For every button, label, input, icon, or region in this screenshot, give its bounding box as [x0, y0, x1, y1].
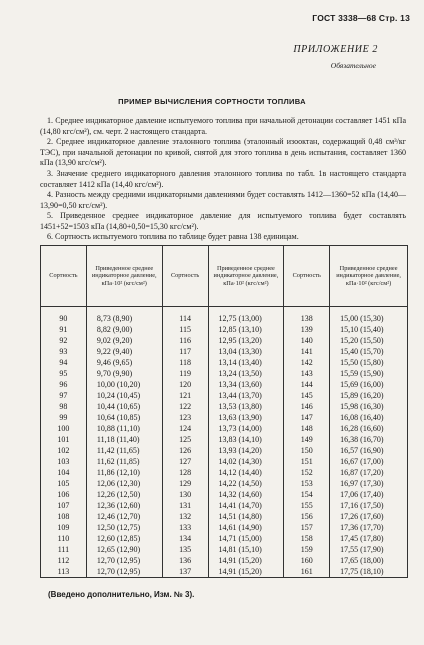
grade-cell: 100	[57, 424, 70, 433]
grade-cell: 96	[59, 380, 68, 389]
grade-cell: 161	[300, 567, 313, 576]
grade-cell: 138	[300, 314, 313, 323]
grade-cell: 145	[300, 391, 313, 400]
grade-cell: 148	[300, 424, 313, 433]
grade-cell: 152	[300, 468, 313, 477]
grade-column-1	[41, 307, 87, 578]
pressure-cell: 16,57 (16,90)	[340, 446, 384, 455]
pressure-cell: 16,97 (17,30)	[340, 479, 384, 488]
grade-cell: 142	[300, 358, 313, 367]
grade-cell: 101	[57, 435, 70, 444]
pressure-column-3	[330, 307, 408, 578]
grade-cell: 139	[300, 325, 313, 334]
pressure-cell: 12,06 (12,30)	[96, 479, 141, 488]
grade-cell: 140	[300, 336, 313, 345]
grade-cell: 102	[57, 446, 70, 455]
grade-cell: 149	[300, 435, 313, 444]
grade-cell: 112	[57, 556, 70, 565]
pressure-cell: 12,65 (12,90)	[96, 545, 141, 554]
pressure-cell: 11,42 (11,65)	[96, 446, 140, 455]
grade-cell: 137	[179, 567, 192, 576]
grade-cell: 95	[59, 369, 68, 378]
pressure-cell: 10,24 (10,45)	[96, 391, 141, 400]
header-grade-3: Сортность	[284, 246, 330, 307]
grade-cell: 129	[179, 479, 192, 488]
pressure-cell: 17,06 (17,40)	[340, 490, 384, 499]
pressure-cell: 8,73 (8,90)	[96, 314, 133, 323]
pressure-cell: 14,51 (14,80)	[218, 512, 262, 521]
grade-cell: 133	[179, 523, 192, 532]
pressure-cell: 17,65 (18,00)	[340, 556, 384, 565]
pressure-cell: 15,59 (15,90)	[340, 369, 384, 378]
pressure-cell: 17,45 (17,80)	[340, 534, 384, 543]
grade-cell: 131	[179, 501, 192, 510]
pressure-cell: 14,61 (14,90)	[218, 523, 262, 532]
grade-cell: 110	[57, 534, 70, 543]
grade-cell: 116	[179, 336, 191, 345]
header-grade-2: Сортность	[162, 246, 208, 307]
pressure-cell: 15,98 (16,30)	[340, 402, 384, 411]
grade-cell: 103	[57, 457, 70, 466]
grade-cell: 135	[179, 545, 192, 554]
pressure-cell: 17,75 (18,10)	[340, 567, 384, 576]
grade-cell: 109	[57, 523, 70, 532]
pressure-cell: 8,82 (9,00)	[96, 325, 133, 334]
grade-cell: 159	[300, 545, 313, 554]
pressure-cell: 10,88 (11,10)	[96, 424, 140, 433]
pressure-cell: 9,46 (9,65)	[96, 358, 133, 367]
pressure-cell: 17,36 (17,70)	[340, 523, 384, 532]
paragraph-6: 6. Сортность испытуемого топлива по таблице будет равна 138 единицам.	[47, 232, 299, 241]
pressure-cell: 13,14 (13,40)	[218, 358, 262, 367]
grade-cell: 160	[300, 556, 313, 565]
pressure-cell: 12,36 (12,60)	[96, 501, 141, 510]
paragraph-3: 3. Значение среднего индикаторного давления эталонного топлива по табл. 1в настоящего стандарта составляет 1412 кПа (14,40 кгс/см²).	[40, 169, 406, 189]
grade-cell: 141	[300, 347, 313, 356]
pressure-cell: 15,20 (15,50)	[340, 336, 384, 345]
pressure-cell: 15,89 (16,20)	[340, 391, 384, 400]
paragraph-5: 5. Приведенное среднее индикаторное давление для испытуемого топлива будет составлять 1451+52=1503 кПа (14,80+0,50=15,30 кгс/см²).	[40, 211, 406, 231]
grade-cell: 150	[300, 446, 313, 455]
pressure-cell: 13,24 (13,50)	[218, 369, 262, 378]
grade-column-2	[162, 307, 208, 578]
pressure-cell: 15,50 (15,80)	[340, 358, 384, 367]
pressure-cell: 15,00 (15,30)	[340, 314, 384, 323]
grade-table	[40, 245, 408, 578]
pressure-cell: 13,53 (13,80)	[218, 402, 262, 411]
page-header: ГОСТ 3338—68 Стр. 13	[312, 13, 410, 23]
pressure-cell: 13,93 (14,20)	[218, 446, 262, 455]
grade-cell: 99	[59, 413, 68, 422]
grade-cell: 93	[59, 347, 68, 356]
pressure-cell: 14,32 (14,60)	[218, 490, 262, 499]
pressure-cell: 9,22 (9,40)	[96, 347, 133, 356]
grade-cell: 97	[59, 391, 68, 400]
pressure-cell: 10,00 (10,20)	[96, 380, 141, 389]
grade-cell: 107	[57, 501, 70, 510]
grade-cell: 156	[300, 512, 313, 521]
pressure-cell: 12,60 (12,85)	[96, 534, 141, 543]
pressure-cell: 15,69 (16,00)	[340, 380, 384, 389]
pressure-cell: 14,12 (14,40)	[218, 468, 262, 477]
paragraph-2: 2. Среднее индикаторное давление эталонного топлива (эталонный изооктан, содержащий 0,48 см³/кг ТЭС), при начальной детонации по кривой, снятой для этого топлива в день испытания, составляет 1360 кПа (13,90 кгс/см²).	[40, 137, 406, 168]
pressure-cell: 14,91 (15,20)	[218, 567, 262, 576]
grade-cell: 104	[57, 468, 70, 477]
pressure-cell: 12,50 (12,75)	[96, 523, 141, 532]
pressure-cell: 16,08 (16,40)	[340, 413, 384, 422]
pressure-cell: 13,34 (13,60)	[218, 380, 262, 389]
grade-cell: 128	[179, 468, 192, 477]
pressure-cell: 14,91 (15,20)	[218, 556, 262, 565]
pressure-cell: 10,64 (10,85)	[96, 413, 141, 422]
pressure-cell: 12,95 (13,20)	[218, 336, 262, 345]
grade-cell: 134	[179, 534, 192, 543]
pressure-cell: 13,83 (14,10)	[218, 435, 262, 444]
pressure-cell: 12,70 (12,95)	[96, 556, 141, 565]
pressure-cell: 15,40 (15,70)	[340, 347, 384, 356]
pressure-cell: 13,63 (13,90)	[218, 413, 262, 422]
pressure-cell: 11,18 (11,40)	[96, 435, 140, 444]
paragraph-4: 4. Разность между средними индикаторными давлениями будет составлять 1412—1360=52 кПа (14,40—13,90=0,50 кгс/см²).	[40, 190, 406, 210]
grade-cell: 121	[179, 391, 192, 400]
grade-cell: 144	[300, 380, 313, 389]
pressure-cell: 9,02 (9,20)	[96, 336, 133, 345]
grade-cell: 120	[179, 380, 192, 389]
grade-cell: 115	[179, 325, 191, 334]
pressure-cell: 16,87 (17,20)	[340, 468, 384, 477]
footnote: (Введено дополнительно, Изм. № 3).	[48, 590, 195, 599]
grade-cell: 122	[179, 402, 192, 411]
header-pressure-3: Приведенное среднее индикаторное давление, кПа·10² (кгс/см²)	[330, 246, 408, 307]
pressure-cell: 10,44 (10,65)	[96, 402, 141, 411]
grade-cell: 151	[300, 457, 313, 466]
pressure-cell: 17,26 (17,60)	[340, 512, 384, 521]
pressure-cell: 9,70 (9,90)	[96, 369, 133, 378]
grade-cell: 126	[179, 446, 192, 455]
grade-cell: 132	[179, 512, 192, 521]
grade-cell: 143	[300, 369, 313, 378]
appendix-title: ПРИЛОЖЕНИЕ 2	[293, 44, 378, 55]
grade-cell: 153	[300, 479, 313, 488]
grade-cell: 98	[59, 402, 68, 411]
pressure-cell: 13,73 (14,00)	[218, 424, 262, 433]
grade-cell: 114	[179, 314, 191, 323]
grade-cell: 154	[300, 490, 313, 499]
grade-cell: 108	[57, 512, 70, 521]
grade-cell: 146	[300, 402, 313, 411]
pressure-cell: 16,28 (16,60)	[340, 424, 384, 433]
grade-cell: 106	[57, 490, 70, 499]
paragraph-1: 1. Среднее индикаторное давление испытуемого топлива при начальной детонации составляет 1451 кПа (14,80 кгс/см²), см. черт. 2 настоящего стандарта.	[40, 116, 406, 136]
grade-cell: 118	[179, 358, 191, 367]
grade-cell: 91	[59, 325, 68, 334]
section-title: ПРИМЕР ВЫЧИСЛЕНИЯ СОРТНОСТИ ТОПЛИВА	[118, 97, 306, 106]
header-pressure-1: Приведенное среднее индикаторное давление, кПа·10² (кгс/см²)	[86, 246, 162, 307]
grade-cell: 105	[57, 479, 70, 488]
pressure-cell: 11,86 (12,10)	[96, 468, 140, 477]
header-pressure-2: Приведенное среднее индикаторное давление, кПа·10² (кгс/см²)	[208, 246, 284, 307]
pressure-cell: 13,44 (13,70)	[218, 391, 262, 400]
grade-cell: 123	[179, 413, 192, 422]
grade-cell: 90	[59, 314, 68, 323]
grade-cell: 111	[57, 545, 70, 554]
pressure-cell: 17,16 (17,50)	[340, 501, 384, 510]
grade-cell: 117	[179, 347, 191, 356]
appendix-subtitle: Обязательное	[330, 61, 376, 70]
grade-cell: 94	[59, 358, 68, 367]
grade-cell: 147	[300, 413, 313, 422]
pressure-column-2	[208, 307, 284, 578]
grade-cell: 130	[179, 490, 192, 499]
grade-cell: 92	[59, 336, 68, 345]
pressure-cell: 12,75 (13,00)	[218, 314, 262, 323]
grade-column-3	[284, 307, 330, 578]
pressure-cell: 14,71 (15,00)	[218, 534, 262, 543]
header-grade-1: Сортность	[41, 246, 87, 307]
pressure-cell: 16,38 (16,70)	[340, 435, 384, 444]
pressure-cell: 12,70 (12,95)	[96, 567, 141, 576]
pressure-cell: 15,10 (15,40)	[340, 325, 384, 334]
grade-cell: 124	[179, 424, 192, 433]
grade-cell: 136	[179, 556, 192, 565]
pressure-cell: 12,26 (12,50)	[96, 490, 141, 499]
grade-cell: 113	[57, 567, 70, 576]
pressure-cell: 12,85 (13,10)	[218, 325, 262, 334]
pressure-cell: 14,22 (14,50)	[218, 479, 262, 488]
grade-cell: 155	[300, 501, 313, 510]
pressure-cell: 14,02 (14,30)	[218, 457, 262, 466]
pressure-cell: 13,04 (13,30)	[218, 347, 262, 356]
pressure-cell: 17,55 (17,90)	[340, 545, 384, 554]
grade-cell: 158	[300, 534, 313, 543]
pressure-column-1	[86, 307, 162, 578]
grade-cell: 119	[179, 369, 191, 378]
pressure-cell: 14,81 (15,10)	[218, 545, 262, 554]
grade-cell: 157	[300, 523, 313, 532]
grade-cell: 127	[179, 457, 192, 466]
grade-cell: 125	[179, 435, 192, 444]
pressure-cell: 11,62 (11,85)	[96, 457, 140, 466]
pressure-cell: 14,41 (14,70)	[218, 501, 262, 510]
pressure-cell: 12,46 (12,70)	[96, 512, 141, 521]
pressure-cell: 16,67 (17,00)	[340, 457, 384, 466]
